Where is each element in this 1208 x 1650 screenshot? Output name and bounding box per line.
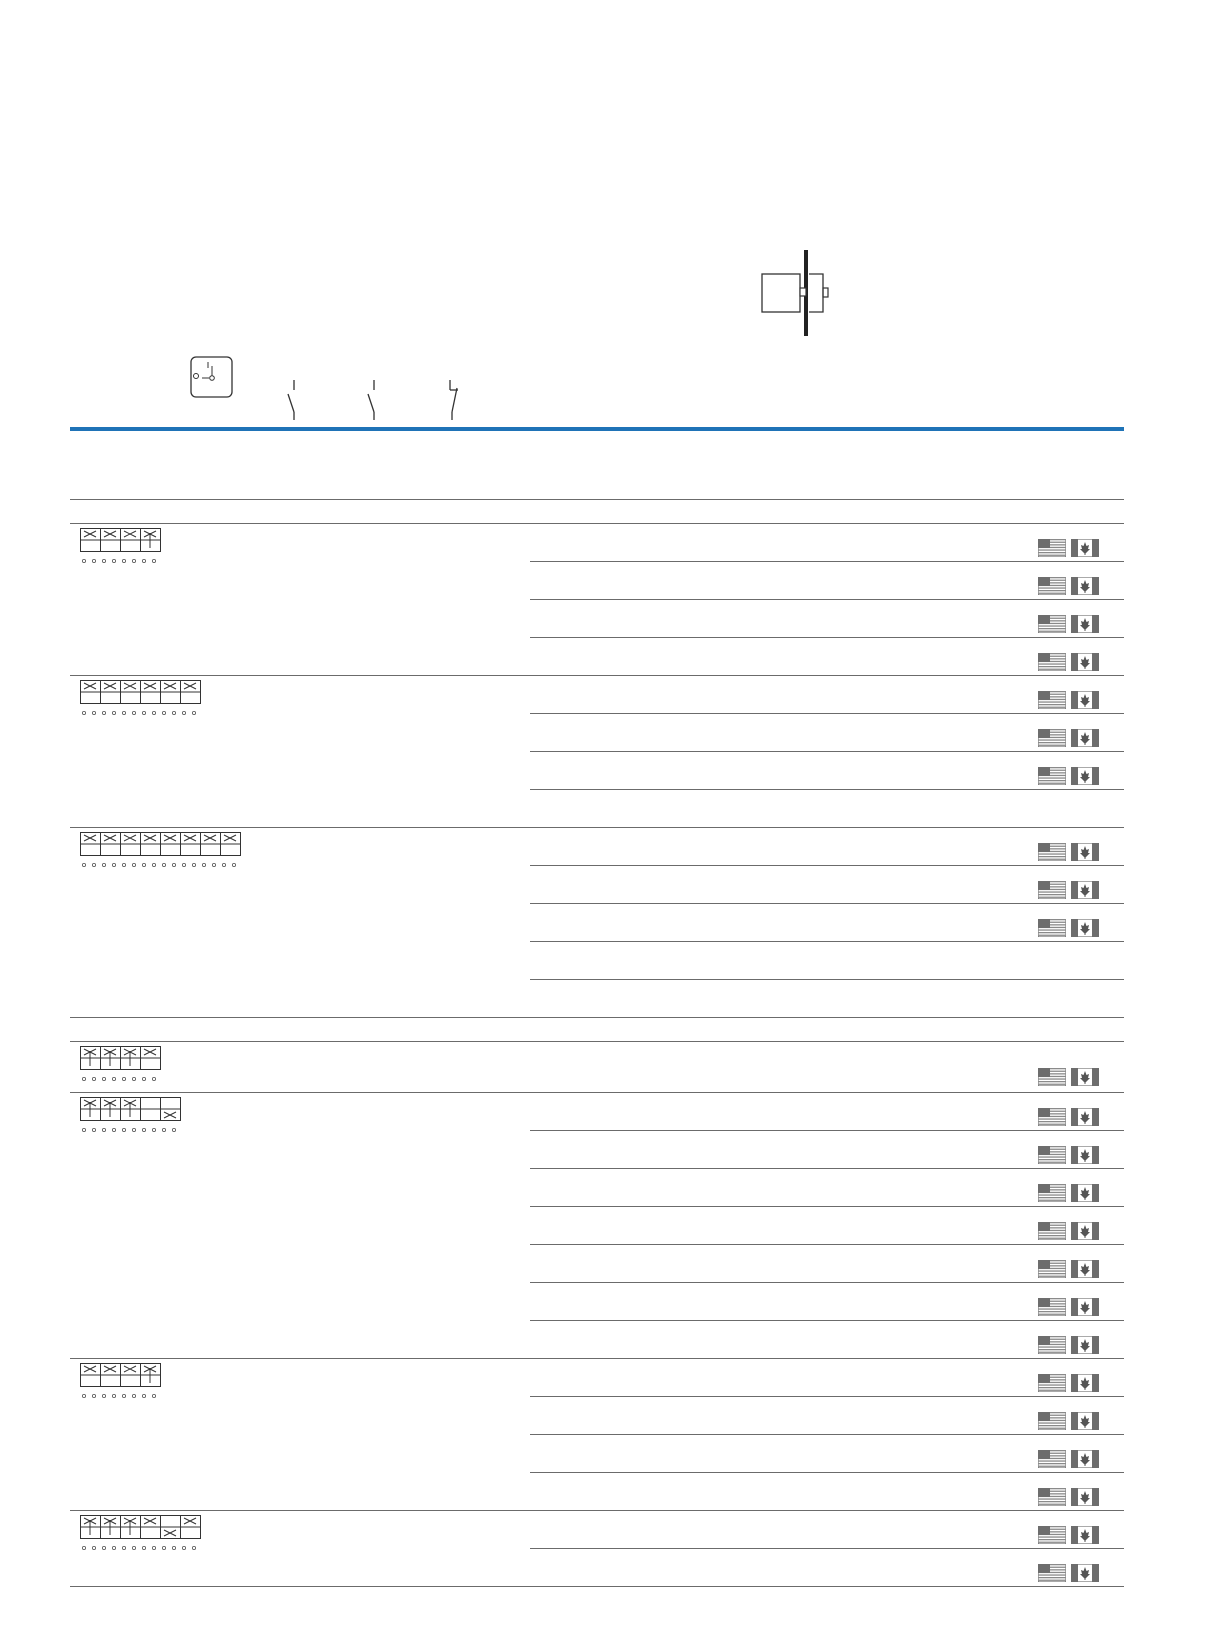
section-divider-rule	[70, 427, 1124, 431]
us-flag-icon	[1038, 1374, 1066, 1392]
table-row-divider	[530, 1168, 1124, 1169]
table-row-divider	[530, 1244, 1124, 1245]
us-flag-icon	[1038, 729, 1066, 747]
canada-flag-icon	[1071, 1222, 1099, 1240]
canada-flag-icon	[1071, 653, 1099, 671]
certification-flags	[1038, 1260, 1102, 1278]
table-row-divider	[530, 865, 1124, 866]
certification-flags	[1038, 1374, 1102, 1392]
us-flag-icon	[1038, 1488, 1066, 1506]
table-row-divider	[530, 1282, 1124, 1283]
table-row-divider	[530, 1206, 1124, 1207]
certification-flags	[1038, 539, 1102, 557]
canada-flag-icon	[1071, 1068, 1099, 1086]
canada-flag-icon	[1071, 1146, 1099, 1164]
group-divider-line	[70, 675, 1124, 676]
us-flag-icon	[1038, 1298, 1066, 1316]
group-divider-line	[70, 1586, 1124, 1587]
certification-flags	[1038, 1068, 1102, 1086]
canada-flag-icon	[1071, 1184, 1099, 1202]
canada-flag-icon	[1071, 1336, 1099, 1354]
contact-sequence-diagram	[80, 1097, 182, 1136]
canada-flag-icon	[1071, 767, 1099, 785]
canada-flag-icon	[1071, 843, 1099, 861]
table-row-divider	[530, 1434, 1124, 1435]
canada-flag-icon	[1071, 1488, 1099, 1506]
us-flag-icon	[1038, 1526, 1066, 1544]
group-divider-line	[70, 1017, 1124, 1018]
panel-mounting-icon	[760, 250, 830, 336]
certification-flags	[1038, 729, 1102, 747]
certification-flags	[1038, 1336, 1102, 1354]
us-flag-icon	[1038, 691, 1066, 709]
canada-flag-icon	[1071, 1374, 1099, 1392]
canada-flag-icon	[1071, 1298, 1099, 1316]
us-flag-icon	[1038, 1146, 1066, 1164]
us-flag-icon	[1038, 1412, 1066, 1430]
certification-flags	[1038, 1450, 1102, 1468]
canada-flag-icon	[1071, 729, 1099, 747]
contact-sequence-diagram	[80, 680, 202, 719]
contact-sequence-diagram	[80, 1363, 162, 1402]
certification-flags	[1038, 1222, 1102, 1240]
certification-flags	[1038, 653, 1102, 671]
us-flag-icon	[1038, 1184, 1066, 1202]
canada-flag-icon	[1071, 1564, 1099, 1582]
normally-open-contact-icon	[366, 380, 380, 420]
canada-flag-icon	[1071, 1108, 1099, 1126]
certification-flags	[1038, 919, 1102, 937]
table-row-divider	[530, 979, 1124, 980]
canada-flag-icon	[1071, 919, 1099, 937]
canada-flag-icon	[1071, 1260, 1099, 1278]
us-flag-icon	[1038, 1336, 1066, 1354]
table-row-divider	[530, 941, 1124, 942]
table-row-divider	[530, 637, 1124, 638]
certification-flags	[1038, 1146, 1102, 1164]
certification-flags	[1038, 1564, 1102, 1582]
section-break-line	[70, 1041, 1124, 1042]
table-row-divider	[530, 1548, 1124, 1549]
rotary-switch-icon	[190, 356, 234, 400]
table-row-divider	[530, 561, 1124, 562]
us-flag-icon	[1038, 767, 1066, 785]
normally-closed-contact-icon	[446, 380, 462, 420]
contact-sequence-diagram	[80, 832, 242, 871]
table-row-divider	[530, 789, 1124, 790]
table-header-line	[70, 523, 1124, 524]
us-flag-icon	[1038, 1450, 1066, 1468]
certification-flags	[1038, 843, 1102, 861]
canada-flag-icon	[1071, 881, 1099, 899]
us-flag-icon	[1038, 1222, 1066, 1240]
group-divider-line	[70, 1510, 1124, 1511]
contact-sequence-diagram	[80, 1046, 162, 1085]
certification-flags	[1038, 1108, 1102, 1126]
us-flag-icon	[1038, 919, 1066, 937]
us-flag-icon	[1038, 1260, 1066, 1278]
us-flag-icon	[1038, 881, 1066, 899]
contact-sequence-diagram	[80, 528, 162, 567]
us-flag-icon	[1038, 843, 1066, 861]
us-flag-icon	[1038, 1068, 1066, 1086]
group-divider-line	[70, 1092, 1124, 1093]
contact-sequence-diagram	[80, 1515, 202, 1554]
us-flag-icon	[1038, 577, 1066, 595]
table-row-divider	[530, 903, 1124, 904]
canada-flag-icon	[1071, 577, 1099, 595]
us-flag-icon	[1038, 1564, 1066, 1582]
certification-flags	[1038, 1526, 1102, 1544]
table-row-divider	[530, 713, 1124, 714]
table-row-divider	[530, 1130, 1124, 1131]
us-flag-icon	[1038, 539, 1066, 557]
certification-flags	[1038, 691, 1102, 709]
canada-flag-icon	[1071, 691, 1099, 709]
group-divider-line	[70, 827, 1124, 828]
table-header-line	[70, 499, 1124, 500]
table-row-divider	[530, 1472, 1124, 1473]
canada-flag-icon	[1071, 539, 1099, 557]
table-row-divider	[530, 1396, 1124, 1397]
certification-flags	[1038, 767, 1102, 785]
group-divider-line	[70, 1358, 1124, 1359]
certification-flags	[1038, 577, 1102, 595]
us-flag-icon	[1038, 1108, 1066, 1126]
table-row-divider	[530, 1320, 1124, 1321]
certification-flags	[1038, 1184, 1102, 1202]
canada-flag-icon	[1071, 1526, 1099, 1544]
canada-flag-icon	[1071, 1450, 1099, 1468]
certification-flags	[1038, 1412, 1102, 1430]
table-row-divider	[530, 599, 1124, 600]
canada-flag-icon	[1071, 615, 1099, 633]
certification-flags	[1038, 615, 1102, 633]
canada-flag-icon	[1071, 1412, 1099, 1430]
normally-open-contact-icon	[286, 380, 300, 420]
certification-flags	[1038, 1488, 1102, 1506]
table-row-divider	[530, 751, 1124, 752]
us-flag-icon	[1038, 653, 1066, 671]
certification-flags	[1038, 1298, 1102, 1316]
us-flag-icon	[1038, 615, 1066, 633]
certification-flags	[1038, 881, 1102, 899]
